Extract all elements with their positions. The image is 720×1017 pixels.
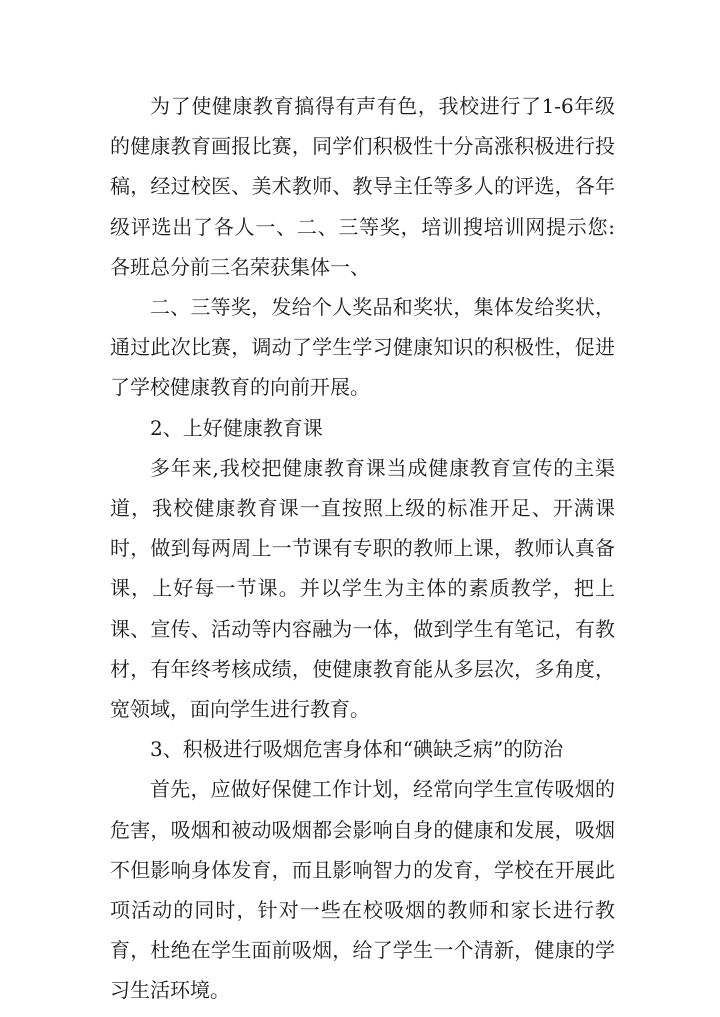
paragraph-contest-result: 二、三等奖，发给个人奖品和奖状，集体发给奖状，通过此次比赛，调动了学生学习健康知识的积极性，促进了学校健康教育的向前开展。 — [110, 295, 615, 400]
section-heading-health-class: 2、上好健康教育课 — [150, 415, 323, 440]
section-heading-smoking-iodine: 3、积极进行吸烟危害身体和“碘缺乏病”的防治 — [150, 737, 564, 762]
paragraph-health-class: 多年来,我校把健康教育课当成健康教育宣传的主渠道，我校健康教育课一直按照上级的标准开足、开满课时，做到每两周上一节课有专职的教师上课，教师认真备课，上好每一节课。并以学生为主体的素质教学，把上课、宣传、活动等内容融为一体，做到学生有笔记，有教材，有年终考核成绩，使健康教育能从多层次，多角度，宽领域，面向学生进行教育。 — [110, 455, 615, 722]
paragraph-drawing-contest: 为了使健康教育搞得有声有色，我校进行了1-6年级的健康教育画报比赛，同学们积极性十分高涨积极进行投稿，经过校医、美术教师、教导主任等多人的评选，各年级评选出了各人一、二、三等奖，培训搜培训网提示您:各班总分前三名荣获集体一、 — [110, 94, 615, 279]
document-body — [110, 86, 615, 1011]
paragraph-smoking-prevention: 首先，应做好保健工作计划，经常向学生宣传吸烟的危害，吸烟和被动吸烟都会影响自身的健康和发展，吸烟不但影响身体发育，而且影响智力的发育，学校在开展此项活动的同时，针对一些在校吸烟的教师和家长进行教育，杜绝在学生面前吸烟，给了学生一个清新，健康的学习生活环境。 — [110, 777, 615, 1003]
